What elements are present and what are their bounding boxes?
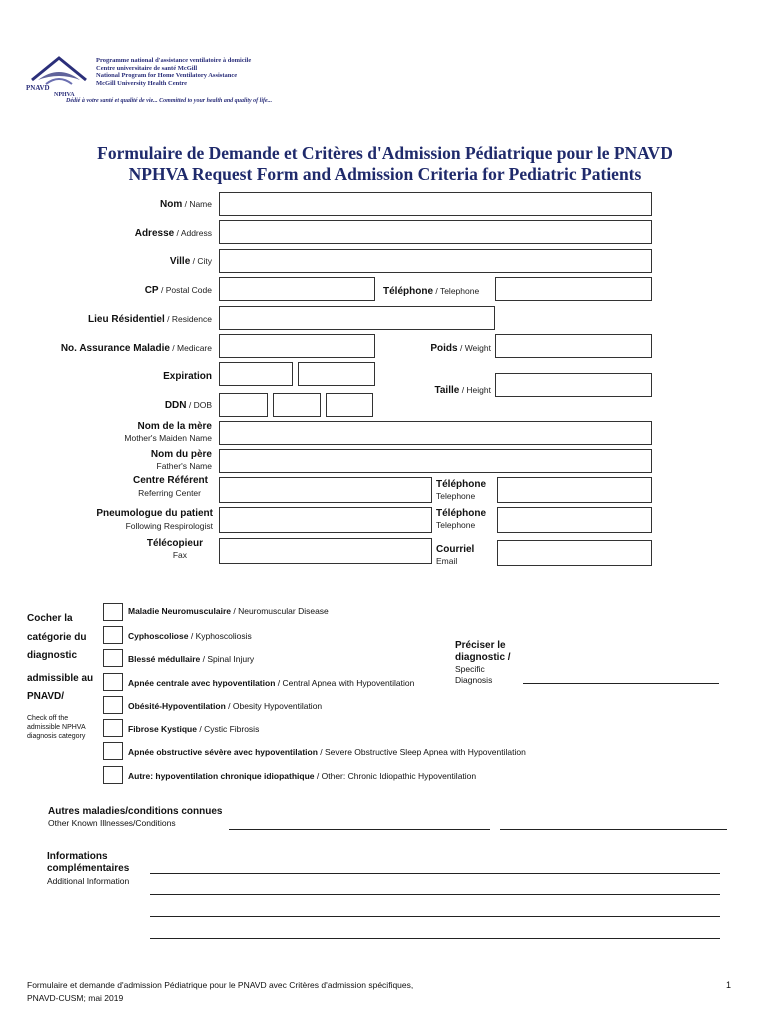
taille-field[interactable] [495, 373, 652, 397]
ddn-label: DDN / DOB [164, 400, 212, 411]
autres-input-line-2[interactable] [500, 829, 727, 830]
checkbox-obesity-hypoventilation[interactable] [103, 696, 123, 714]
pneumo-field[interactable] [219, 507, 432, 533]
category-side-label: Cocher la [27, 613, 73, 624]
preciser-line: Specific [455, 664, 485, 674]
fax-field[interactable] [219, 538, 432, 564]
pneumo-label-en: Following Respirologist [125, 521, 213, 531]
pere-field[interactable] [219, 449, 652, 473]
info-label-en: Additional Information [47, 876, 130, 886]
checkbox-central-apnea[interactable] [103, 673, 123, 691]
pneumo-tel-field[interactable] [497, 507, 652, 533]
preciser-input-line[interactable] [523, 683, 719, 684]
preciser-line: diagnostic / [455, 652, 511, 663]
adresse-field[interactable] [219, 220, 652, 244]
info-input-line[interactable] [150, 938, 720, 939]
poids-field[interactable] [495, 334, 652, 358]
autres-label-en: Other Known Illnesses/Conditions [48, 818, 176, 828]
checkbox-other-idiopathic[interactable] [103, 766, 123, 784]
cp-label: CP / Postal Code [144, 285, 212, 296]
lieu-field[interactable] [219, 306, 495, 330]
info-input-line[interactable] [150, 916, 720, 917]
category-label: Fibrose Kystique / Cystic Fibrosis [128, 724, 260, 734]
category-side-label-en [27, 714, 86, 741]
assurance-field[interactable] [219, 334, 375, 358]
pneumo-tel-label-en: Telephone [436, 520, 476, 530]
telephone-field[interactable] [495, 277, 652, 301]
category-label: Cyphoscoliose / Kyphoscoliosis [128, 631, 252, 641]
category-side-line: diagnosis category [27, 733, 86, 740]
pneumo-label: Pneumologue du patient [96, 508, 213, 519]
assurance-label: No. Assurance Maladie / Medicare [60, 343, 212, 354]
preciser-label [455, 640, 511, 664]
category-label: Autre: hypoventilation chronique idiopathique / Other: Chronic Idiopathic Hypoventilation [128, 771, 477, 781]
lieu-label: Lieu Résidentiel / Residence [88, 314, 212, 325]
preciser-label-en [455, 664, 492, 686]
category-side-label: PNAVD/ [27, 691, 65, 702]
category-label: Blessé médullaire / Spinal Injury [128, 654, 255, 664]
nom-label: Nom / Name [159, 199, 212, 210]
autres-input-line-1[interactable] [229, 829, 490, 830]
org-line: Programme national d'assistance ventilatoire à domicile [96, 57, 252, 64]
checkbox-kyphoscoliosis[interactable] [103, 626, 123, 644]
category-side-label: admissible au [27, 673, 94, 684]
category-side-line: Check off the [27, 715, 69, 722]
centre-label: Centre Référent [132, 475, 208, 486]
org-line: National Program for Home Ventilatory Assistance [96, 72, 238, 79]
page-subtitle: NPHVA Request Form and Admission Criteria for Pediatric Patients [128, 164, 642, 184]
nom-field[interactable] [219, 192, 652, 216]
info-label: complémentaires [47, 863, 130, 874]
ddn-month-field[interactable] [273, 393, 321, 417]
adresse-label: Adresse / Address [134, 228, 212, 239]
expiration-label: Expiration [163, 371, 212, 382]
courriel-field[interactable] [497, 540, 652, 566]
category-label: Apnée centrale avec hypoventilation / Central Apnea with Hypoventilation [128, 678, 415, 688]
fax-label-en: Fax [172, 550, 187, 560]
footer-text: Formulaire et demande d'admission Pédiatrique pour le PNAVD avec Critères d'admission spécifiques, [27, 980, 414, 990]
mere-label: Nom de la mère [137, 421, 212, 432]
courriel-label-en: Email [436, 556, 458, 566]
centre-tel-field[interactable] [497, 477, 652, 503]
logo-subtext: NPHVA [54, 92, 75, 98]
ddn-year-field[interactable] [326, 393, 373, 417]
category-side-line: admissible NPHVA [27, 724, 86, 731]
centre-tel-label-en: Telephone [436, 491, 476, 501]
logo-text: PNAVD [26, 84, 50, 92]
checkbox-obstructive-apnea[interactable] [103, 742, 123, 760]
checkbox-spinal-injury[interactable] [103, 649, 123, 667]
checkbox-cystic-fibrosis[interactable] [103, 719, 123, 737]
footer-text: PNAVD-CUSM; mai 2019 [27, 993, 124, 1003]
pere-label: Nom du père [150, 449, 212, 460]
tagline: Dédié à votre santé et qualité de vie... Committed to your health and quality of life... [66, 98, 273, 104]
mere-field[interactable] [219, 421, 652, 445]
ddn-day-field[interactable] [219, 393, 268, 417]
pere-label-en: Father's Name [156, 461, 212, 471]
info-input-line[interactable] [150, 894, 720, 895]
preciser-line: Préciser le [455, 640, 506, 651]
org-line: McGill University Health Centre [96, 79, 188, 87]
page-title: Formulaire de Demande et Critères d'Admission Pédiatrique pour le PNAVD [97, 143, 673, 163]
page-number: 1 [726, 980, 732, 990]
poids-label: Poids / Weight [430, 343, 491, 354]
ville-label: Ville / City [169, 256, 212, 267]
ville-field[interactable] [219, 249, 652, 273]
checkbox-neuromuscular[interactable] [103, 603, 123, 621]
info-input-line[interactable] [150, 873, 720, 874]
centre-tel-label: Téléphone [436, 479, 487, 490]
category-label: Maladie Neuromusculaire / Neuromuscular Disease [128, 606, 329, 616]
taille-label: Taille / Height [434, 385, 491, 396]
cp-field[interactable] [219, 277, 375, 301]
info-label: Informations [47, 851, 108, 862]
autres-label: Autres maladies/conditions connues [48, 806, 223, 817]
mere-label-en: Mother's Maiden Name [124, 433, 212, 443]
category-side-label: catégorie du [27, 632, 87, 643]
category-label: Obésité-Hypoventilation / Obesity Hypoventilation [128, 701, 323, 711]
category-side-label: diagnostic [27, 650, 78, 661]
courriel-label: Courriel [436, 544, 475, 555]
preciser-line: Diagnosis [455, 675, 493, 685]
centre-label-en: Referring Center [138, 488, 201, 498]
centre-field[interactable] [219, 477, 432, 503]
org-name [96, 57, 251, 87]
category-label: Apnée obstructive sévère avec hypoventilation / Severe Obstructive Sleep Apnea with Hypoventilation [128, 747, 526, 757]
expiration-year-field[interactable] [298, 362, 375, 386]
org-line: Centre universitaire de santé McGill [96, 64, 198, 72]
expiration-month-field[interactable] [219, 362, 293, 386]
pneumo-tel-label: Téléphone [436, 508, 487, 519]
fax-label: Télécopieur [146, 538, 203, 549]
telephone-label: Téléphone / Telephone [383, 286, 480, 297]
